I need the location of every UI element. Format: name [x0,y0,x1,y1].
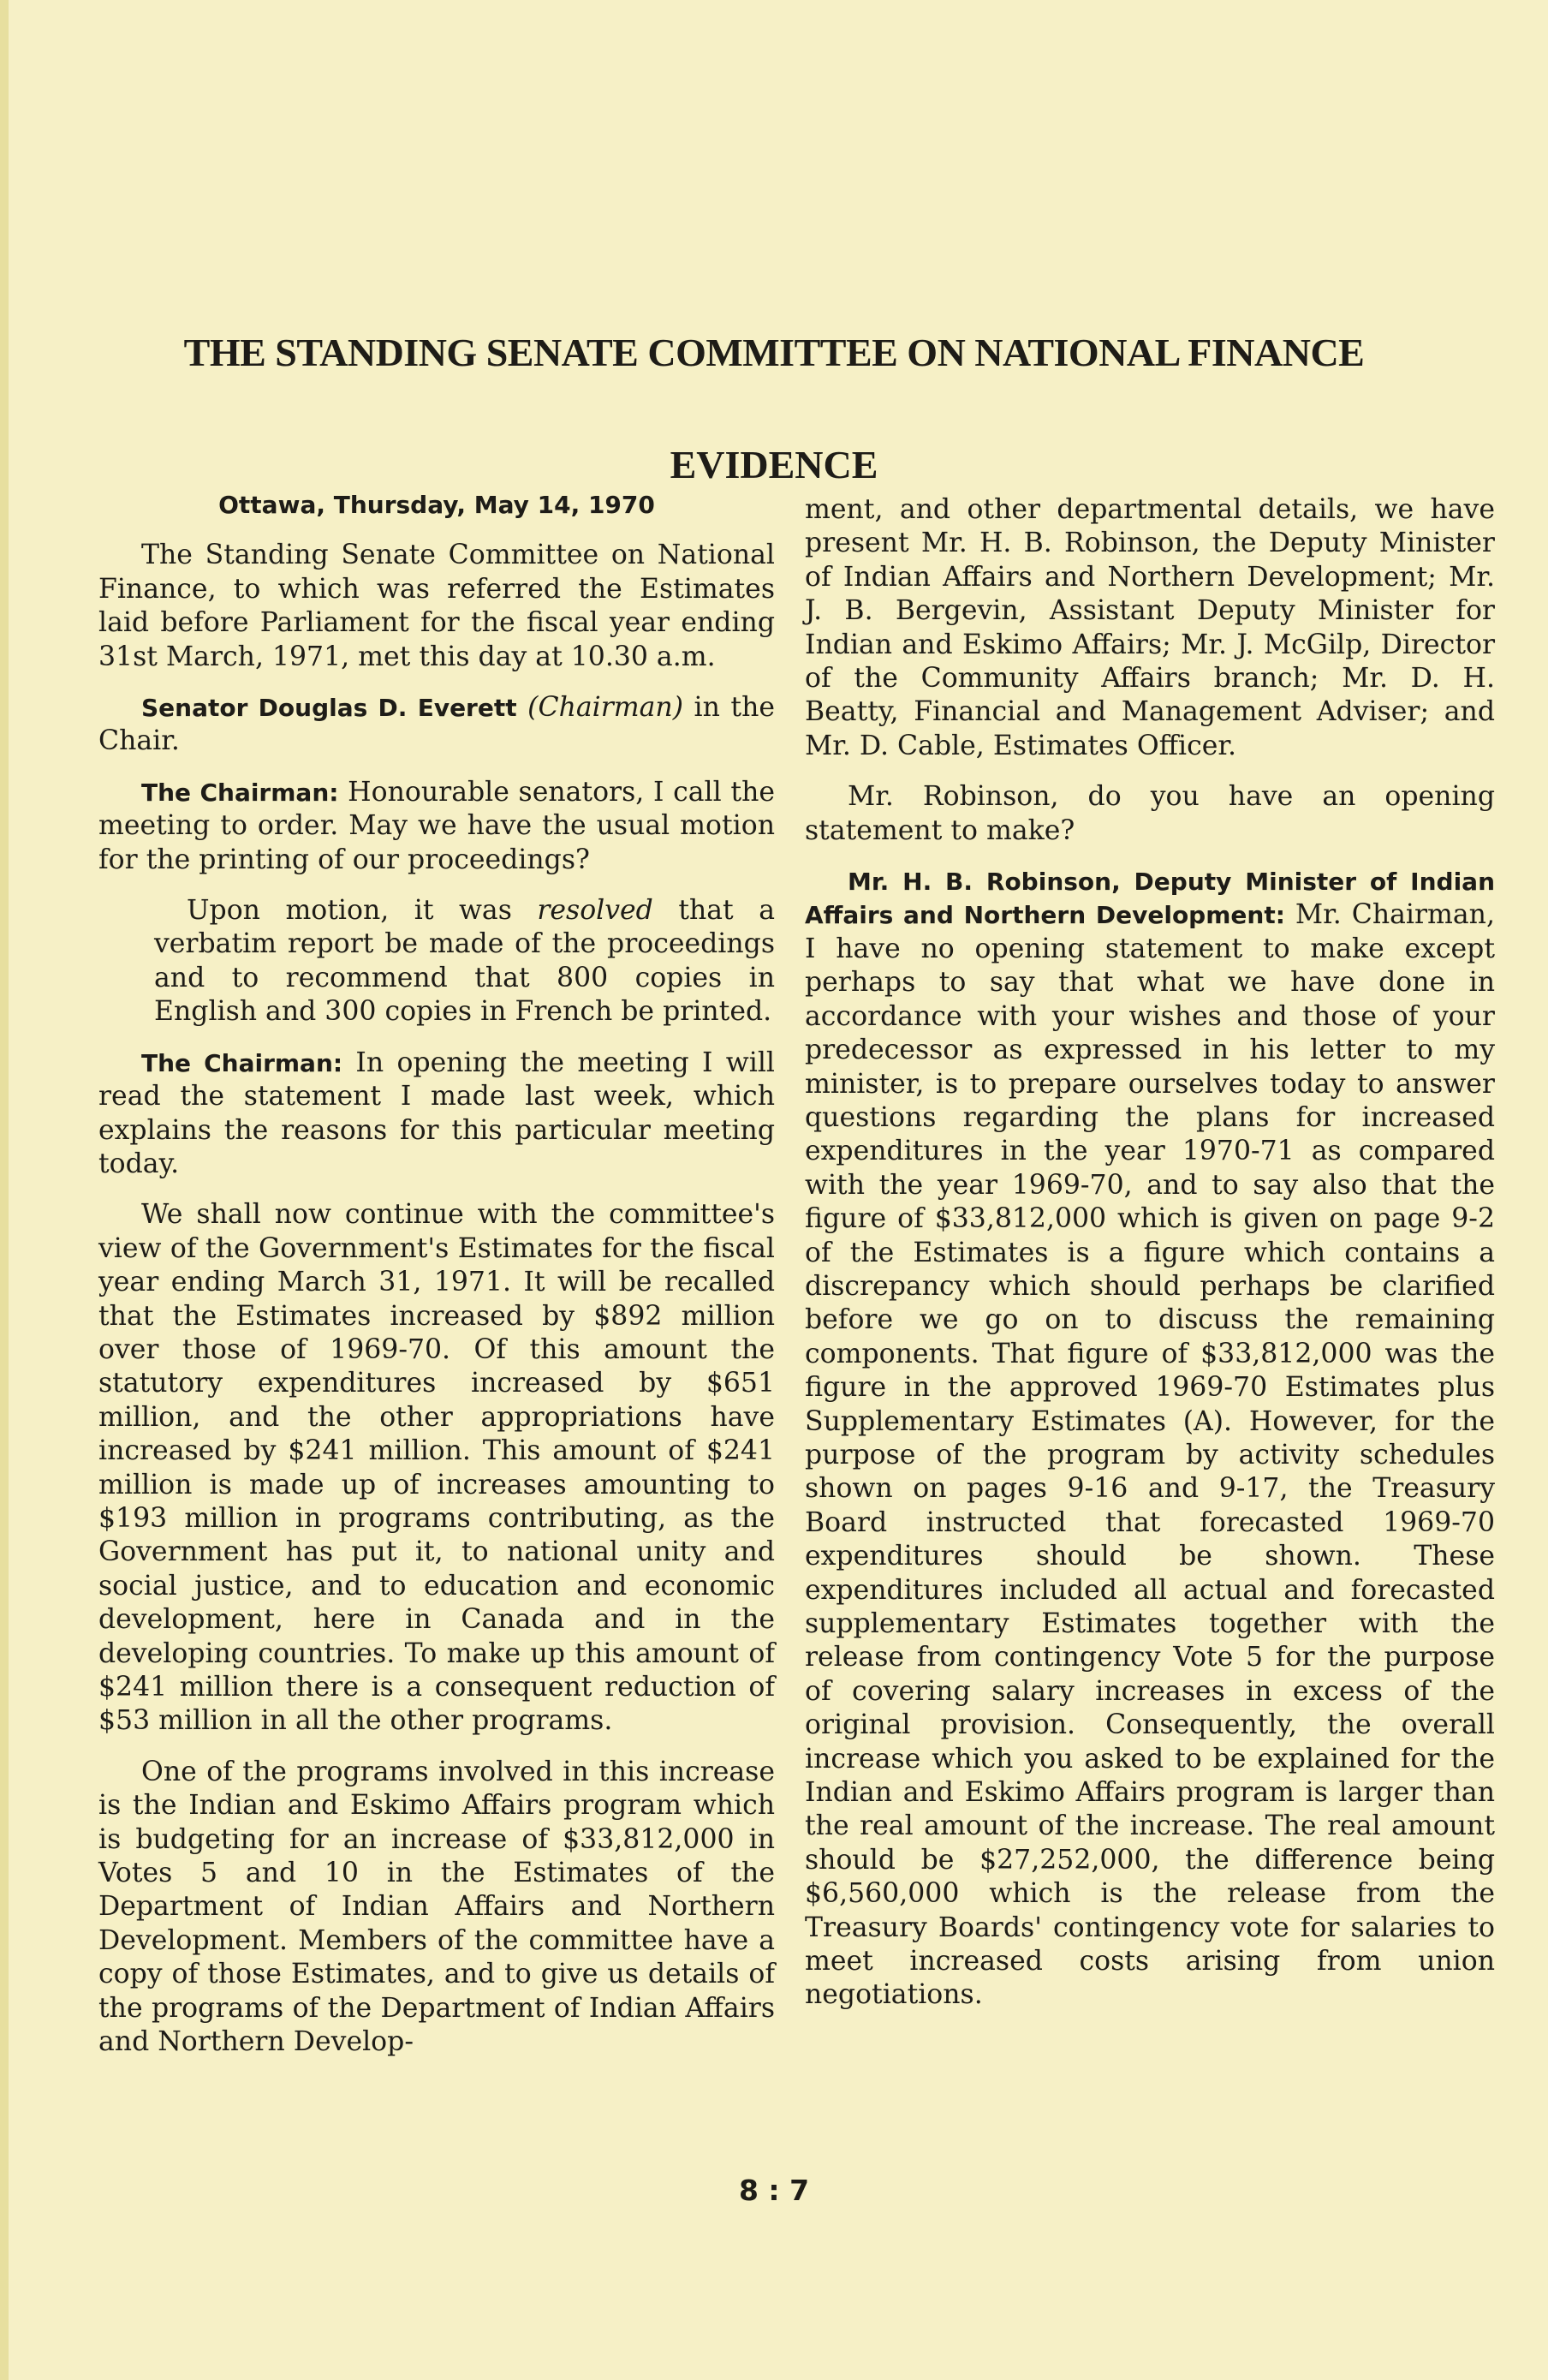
resolution-paragraph [154,894,775,1029]
right-column [805,493,1495,2030]
programs-paragraph: One of the programs involved in this increase is the Indian and Eskimo Affairs program which is budgeting for an increase of $33,812,000 in Votes 5 and 10 in the Estimates of the Department of Indian Affairs and Northern Development. Members of the committee have a copy of those Estimates, and to give us details of the programs of the Department of Indian Affairs and Northern Develop- [98,1756,775,2058]
resolution-text-b: that a verbatim report be made of the proceedings and to recommend that 800 copies in English and 300 copies in French be printed. [154,895,775,1028]
section-title: EVIDENCE [670,443,878,486]
resolution-word: resolved [537,895,653,927]
opening-paragraph: The Standing Senate Committee on National Finance, to which was referred the Estimates laid before Parliament for the fiscal year ending 31st March, 1971, met this day at 10.30 a.m. [98,540,775,672]
chairman-opening [98,1047,775,1182]
chair-rest: in the Chair. [98,692,776,757]
chair-paragraph [98,691,775,759]
left-column [98,488,775,2076]
committee-title: THE STANDING SENATE COMMITTEE ON NATIONAL FINANCE [183,331,1365,374]
chair-speaker: Senator Douglas D. Everett [141,694,517,723]
speech-text: Mr. Chairman, I have no opening statement to make except perhaps to say that what we have done in accordance with your wishes and those of your predecessor as expressed in his letter to my minister, is to prepare ourselves today to answer questions regarding the plans for increased expenditures in the year 1970-71 as compared with the year 1969-70, and to say also that the figure of $33,812,000 which is given on page 9-2 of the Estimates is a figure which contains a discrepancy which should perhaps be clarified before we go on to discuss the remaining components. That figure of $33,812,000 was the figure in the approved 1969-70 Estimates plus Supplementary Estimates (A). However, for the purpose of the program by activity schedules shown on pages 9-16 and 9-17, the Treasury Board instructed that forecasted 1969-70 expenditures should be shown. These expenditures included all actual and forecasted supplementary Estimates together with the release from contingency Vote 5 for the purpose of covering salary increases in excess of the original provision. Consequently, the overall increase which you asked to be explained for the Indian and Eskimo Affairs program is larger than the real amount of the increase. The real amount should be $27,252,000, the difference being $6,560,000 which is the release from the Treasury Boards' contingency vote for salaries to meet increased costs arising from union negotiations. [805,899,1495,2011]
page-number: 8 : 7 [738,2174,810,2207]
speech-text: Honourable senators, I call the meeting to order. May we have the usual motion for the printing of our proceedings? [98,776,775,875]
speaker-label: The Chairman: [141,778,339,807]
chair-role: (Chairman) [527,692,683,724]
estimates-paragraph: We shall now continue with the committee's view of the Government's Estimates for the fiscal year ending March 31, 1971. It will be recalled that the Estimates increased by $892 million over those of 1969-70. Of this amount the statutory expenditures increased by $651 million, and the other appropriations have increased by $241 million. This amount of $241 million is made up of increases amounting to $193 million in programs contributing, as the Government has put it, to national unity and social justice, and to education and economic development, here in Canada and in the developing countries. To make up this amount of $241 million there is a consequent reduction of $53 million in all the other programs. [98,1199,775,1737]
robinson-statement [805,865,1495,2013]
speaker-label: Mr. H. B. Robinson, Deputy Minister of Indian Affairs and Northern Development: [805,868,1495,930]
dateline: Ottawa, Thursday, May 14, 1970 [218,491,655,519]
resolution-text-a: Upon motion, it was [187,895,538,927]
page-header [0,330,1548,487]
chairman-call-to-order [98,776,775,877]
witness-list-paragraph: ment, and other departmental details, we have present Mr. H. B. Robinson, the Deputy Minister of Indian Affairs and Northern Development; Mr. J. B. Bergevin, Assistant Deputy Minister for Indian and Eskimo Affairs; Mr. J. McGilp, Director of the Community Affairs branch; Mr. D. H. Beatty, Financial and Management Adviser; and Mr. D. Cable, Estimates Officer. [805,494,1495,761]
speaker-label: The Chairman: [141,1048,343,1077]
speech-text: In opening the meeting I will read the statement I made last week, which explains the reasons for this particular meeting today. [98,1047,775,1179]
opening-statement-question: Mr. Robinson, do you have an opening statement to make? [805,781,1495,846]
